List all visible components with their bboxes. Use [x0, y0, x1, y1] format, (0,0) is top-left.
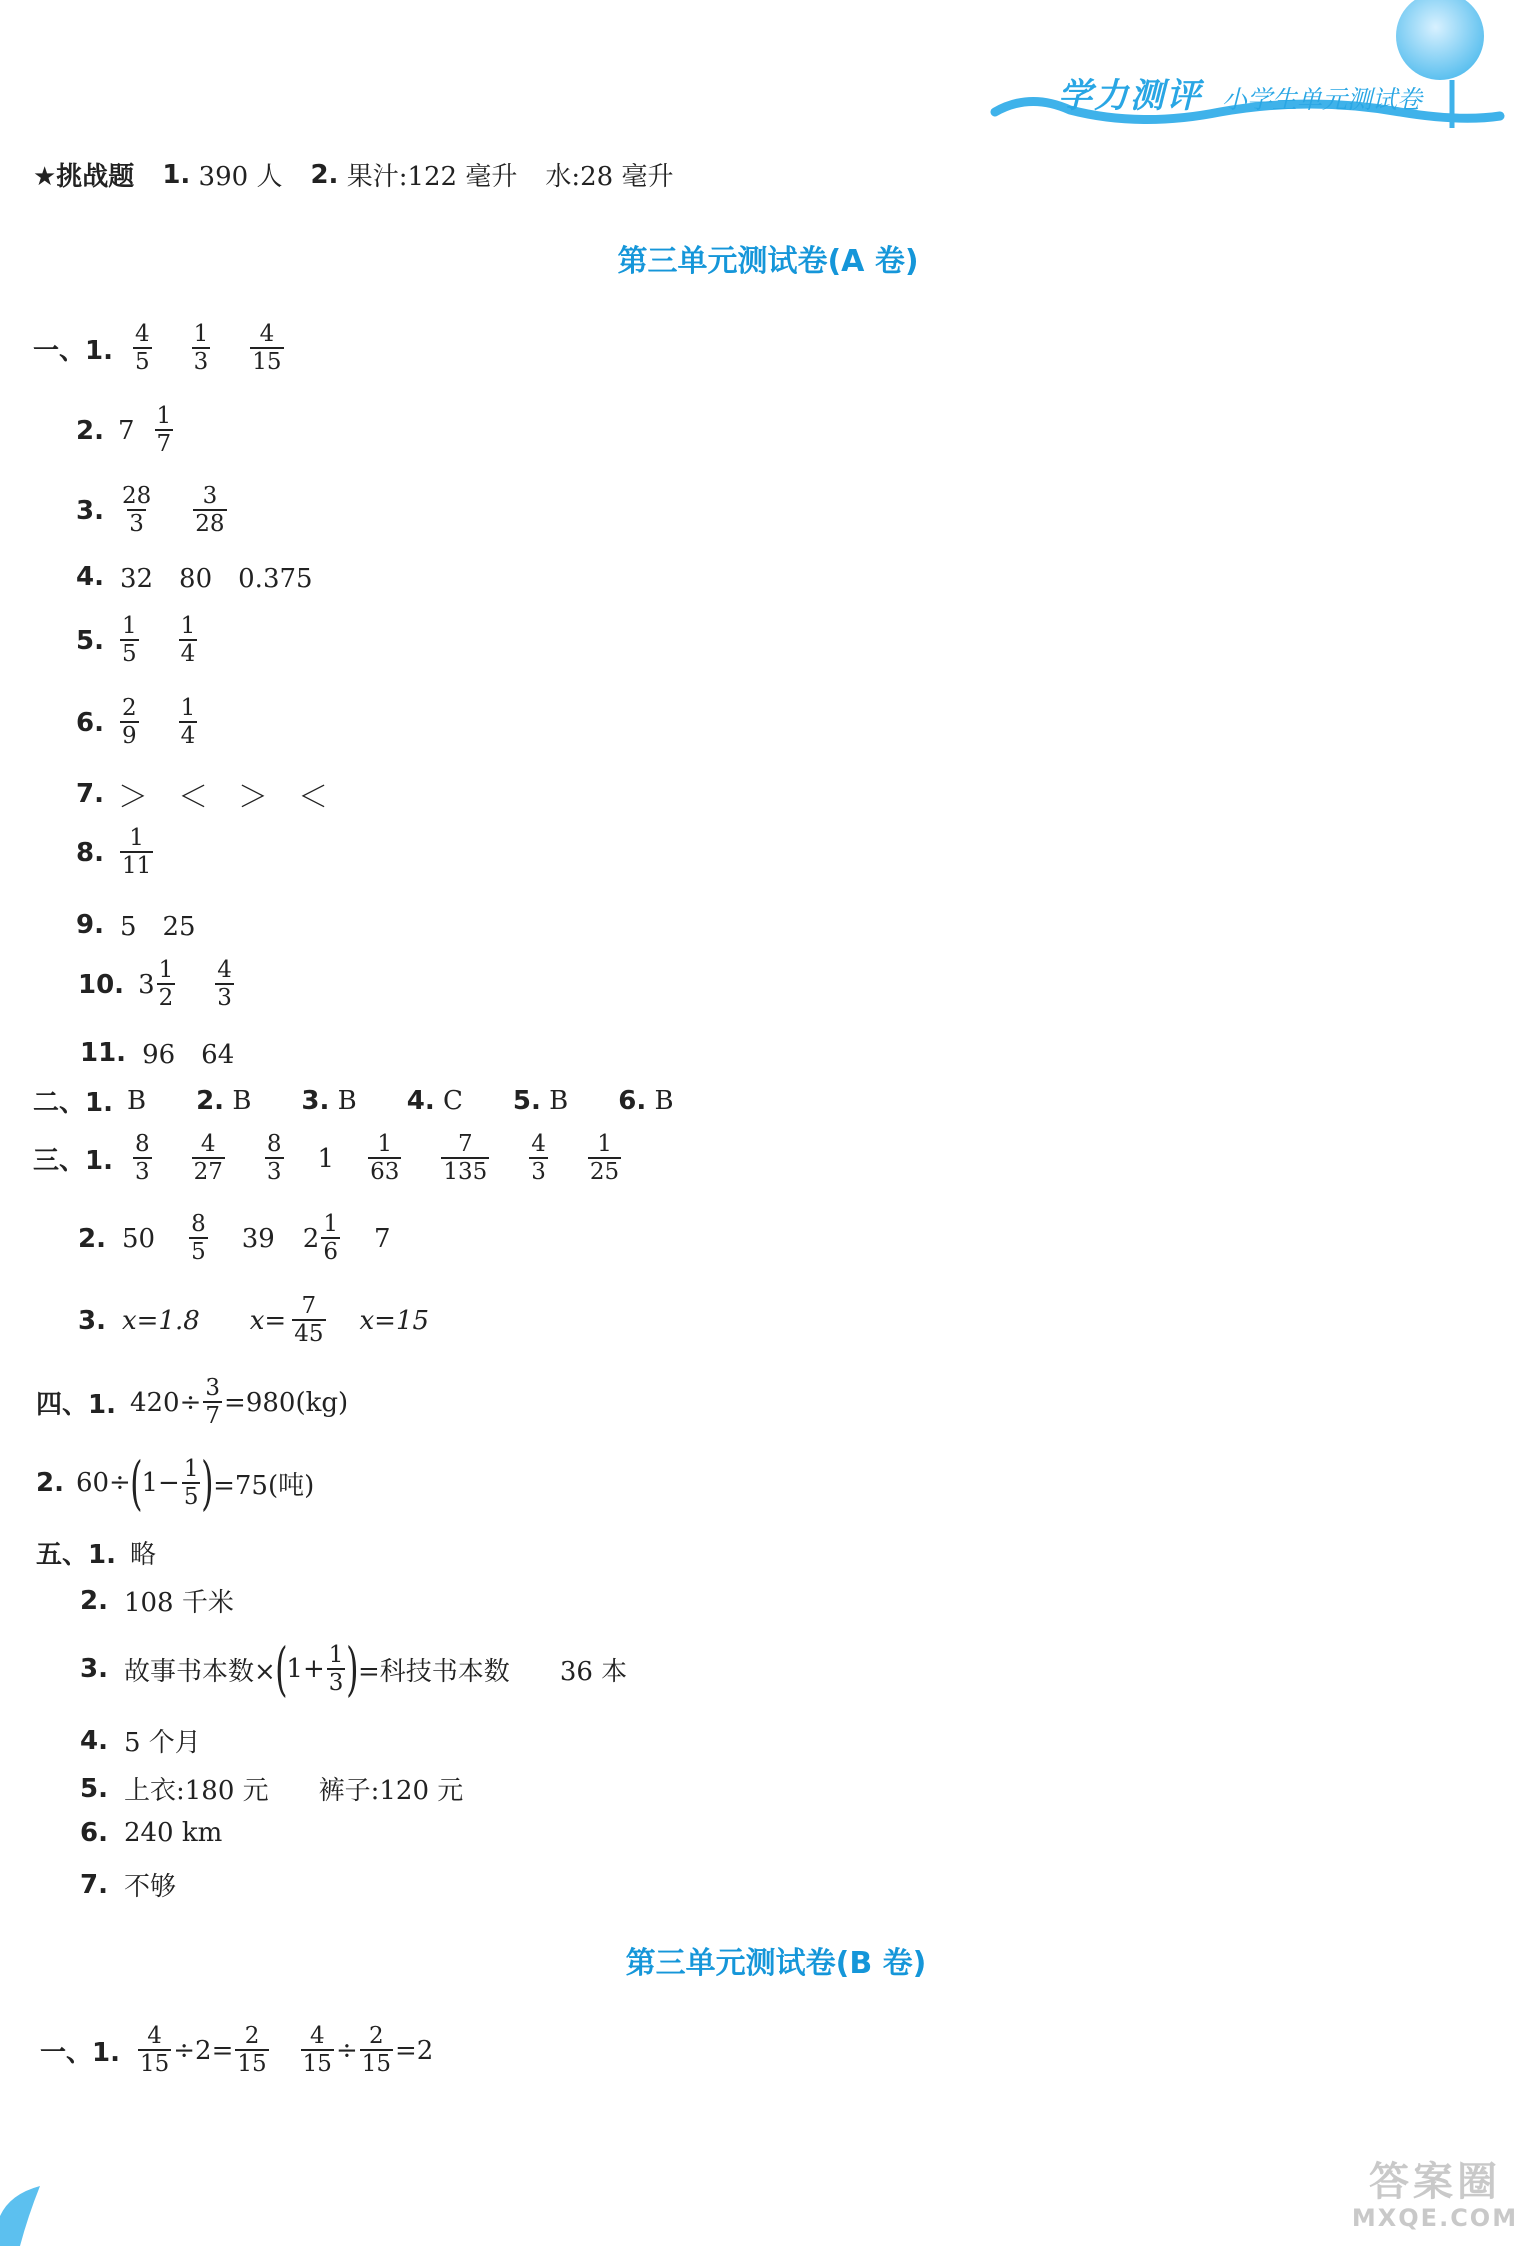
fraction: $\frac{8}{3}$ — [266, 1131, 282, 1185]
fraction: $\frac{8}{5}$ — [191, 1211, 206, 1265]
fraction: $\frac{1}{3}$ — [328, 1641, 344, 1696]
a-part1-q4: 4. 32 80 0.375 — [76, 561, 313, 594]
watermark-logo-text: 答案圈 — [1369, 2159, 1501, 2205]
challenge-line: ★挑战题 1. 390 人 2. 果汁:122 毫升 水:28 毫升 — [33, 156, 673, 193]
fraction: $\frac{1}{4}$ — [180, 613, 196, 667]
a-part5-q4: 4. 5 个月 — [80, 1725, 201, 1758]
a-part5-q2: 2. 108 千米 — [80, 1585, 234, 1618]
section-a-title: 第三单元测试卷(A 卷) — [617, 244, 919, 279]
a-part5-q7: 7. 不够 — [80, 1869, 176, 1902]
a-part3-q3: 3. x=1.8 x= $\frac{7}{45}$ x=15 — [78, 1293, 430, 1347]
brand-subtitle: 小学生单元测试卷 — [1222, 85, 1423, 114]
fraction: $\frac{1}{11}$ — [121, 825, 152, 879]
watermark-url: MXQE.COM — [1351, 2204, 1519, 2232]
header-banner — [990, 0, 1536, 140]
fraction: $\frac{4}{15}$ — [139, 2023, 170, 2077]
fraction: $\frac{3}{28}$ — [195, 483, 225, 537]
a-part1-q3: 3. $\frac{28}{3}$ $\frac{3}{28}$ — [76, 483, 225, 537]
fraction: $\frac{3}{7}$ — [205, 1375, 221, 1429]
fraction: $\frac{1}{5}$ — [121, 613, 137, 667]
fraction: $\frac{4}{15}$ — [302, 2023, 332, 2077]
a-part1-q8: 8. $\frac{1}{11}$ — [76, 825, 152, 879]
fraction: $\frac{1}{4}$ — [180, 695, 196, 749]
a-part1-q7: 7. ＞ ＜ ＞ ＜ — [76, 779, 328, 815]
a-part1-q9: 9. 5 25 — [76, 909, 196, 942]
bubble-icon — [1396, 0, 1484, 80]
a-part1-q2: 2. 7 $\frac{1}{7}$ — [76, 403, 172, 457]
a-part1-q1: 一、1. $\frac{4}{5}$ $\frac{1}{3}$ $\frac{4}{15}$ — [33, 321, 282, 375]
fraction: $\frac{1}{3}$ — [193, 321, 209, 375]
brand-logo: 学力测评 — [1058, 76, 1202, 116]
fraction: $\frac{1}{25}$ — [589, 1131, 620, 1185]
fraction: $\frac{28}{3}$ — [121, 483, 152, 537]
watermark — [1340, 2160, 1530, 2240]
a-part5-q6: 6. 240 km — [80, 1818, 223, 1848]
fraction: $\frac{8}{3}$ — [134, 1131, 150, 1185]
challenge-answer-1: 390 人 — [198, 162, 283, 192]
fraction: $\frac{1}{5}$ — [183, 1455, 199, 1510]
fraction: $\frac{1}{7}$ — [156, 403, 172, 457]
fraction: $\frac{7}{135}$ — [443, 1131, 488, 1185]
fraction: $\frac{4}{5}$ — [134, 321, 150, 375]
corner-decoration — [0, 2186, 40, 2246]
a-part3-q1: 三、1. $\frac{8}{3}$ $\frac{4}{27}$ $\frac{8}{3}$ 1 $\frac{1}{63}$ $\frac{7}{135}$ $\frac{4}{3}$ $\frac{1}{25}$ — [33, 1131, 620, 1185]
a-part5-q3: 3. 故事书本数× ( 1+ $\frac{1}{3}$ ) =科技书本数 36 本 — [80, 1635, 628, 1703]
a-part1-q11: 11. 96 64 — [80, 1037, 235, 1070]
a-part1-q6: 6. $\frac{2}{9}$ $\frac{1}{4}$ — [76, 695, 196, 749]
fraction: $\frac{4}{27}$ — [193, 1131, 223, 1185]
fraction: $\frac{2}{15}$ — [237, 2023, 267, 2077]
fraction: $\frac{4}{3}$ — [217, 957, 232, 1011]
fraction: $\frac{1}{6}$ — [323, 1211, 338, 1265]
a-part4-q1: 四、1. 420÷ $\frac{3}{7}$ =980(kg) — [36, 1375, 349, 1429]
a-part2: 二、1. B 2. B 3. B 4. C 5. B 6. B — [33, 1085, 674, 1118]
fraction: $\frac{4}{3}$ — [531, 1131, 546, 1185]
fraction: $\frac{1}{2}$ — [158, 957, 174, 1011]
a-part5-q1: 五、1. 略 — [36, 1540, 156, 1570]
fraction: $\frac{4}{15}$ — [252, 321, 282, 375]
fraction: $\frac{2}{9}$ — [121, 695, 137, 749]
fraction: $\frac{1}{63}$ — [370, 1131, 400, 1185]
challenge-label: ★挑战题 — [33, 162, 135, 192]
b-part1-q1: 一、1. $\frac{4}{15}$ ÷2= $\frac{2}{15}$ $\frac{4}{15}$ ÷ $\frac{2}{15}$ =2 — [40, 2023, 434, 2077]
fraction: $\frac{2}{15}$ — [361, 2023, 392, 2077]
challenge-answer-3: 水:28 毫升 — [545, 162, 674, 192]
section-b-title: 第三单元测试卷(B 卷) — [625, 1946, 927, 1981]
a-part4-q2: 2. 60÷ ( 1− $\frac{1}{5}$ ) =75(吨) — [36, 1449, 315, 1517]
challenge-answer-2: 果汁:122 毫升 — [346, 162, 518, 192]
fraction: $\frac{7}{45}$ — [294, 1293, 324, 1347]
a-part5-q5: 5. 上衣:180 元 裤子:120 元 — [80, 1773, 464, 1806]
a-part1-q5: 5. $\frac{1}{5}$ $\frac{1}{4}$ — [76, 613, 196, 667]
a-part1-q10: 10. 3 $\frac{1}{2}$ $\frac{4}{3}$ — [78, 957, 232, 1011]
a-part3-q2: 2. 50 $\frac{8}{5}$ 39 2 $\frac{1}{6}$ 7 — [78, 1211, 391, 1265]
